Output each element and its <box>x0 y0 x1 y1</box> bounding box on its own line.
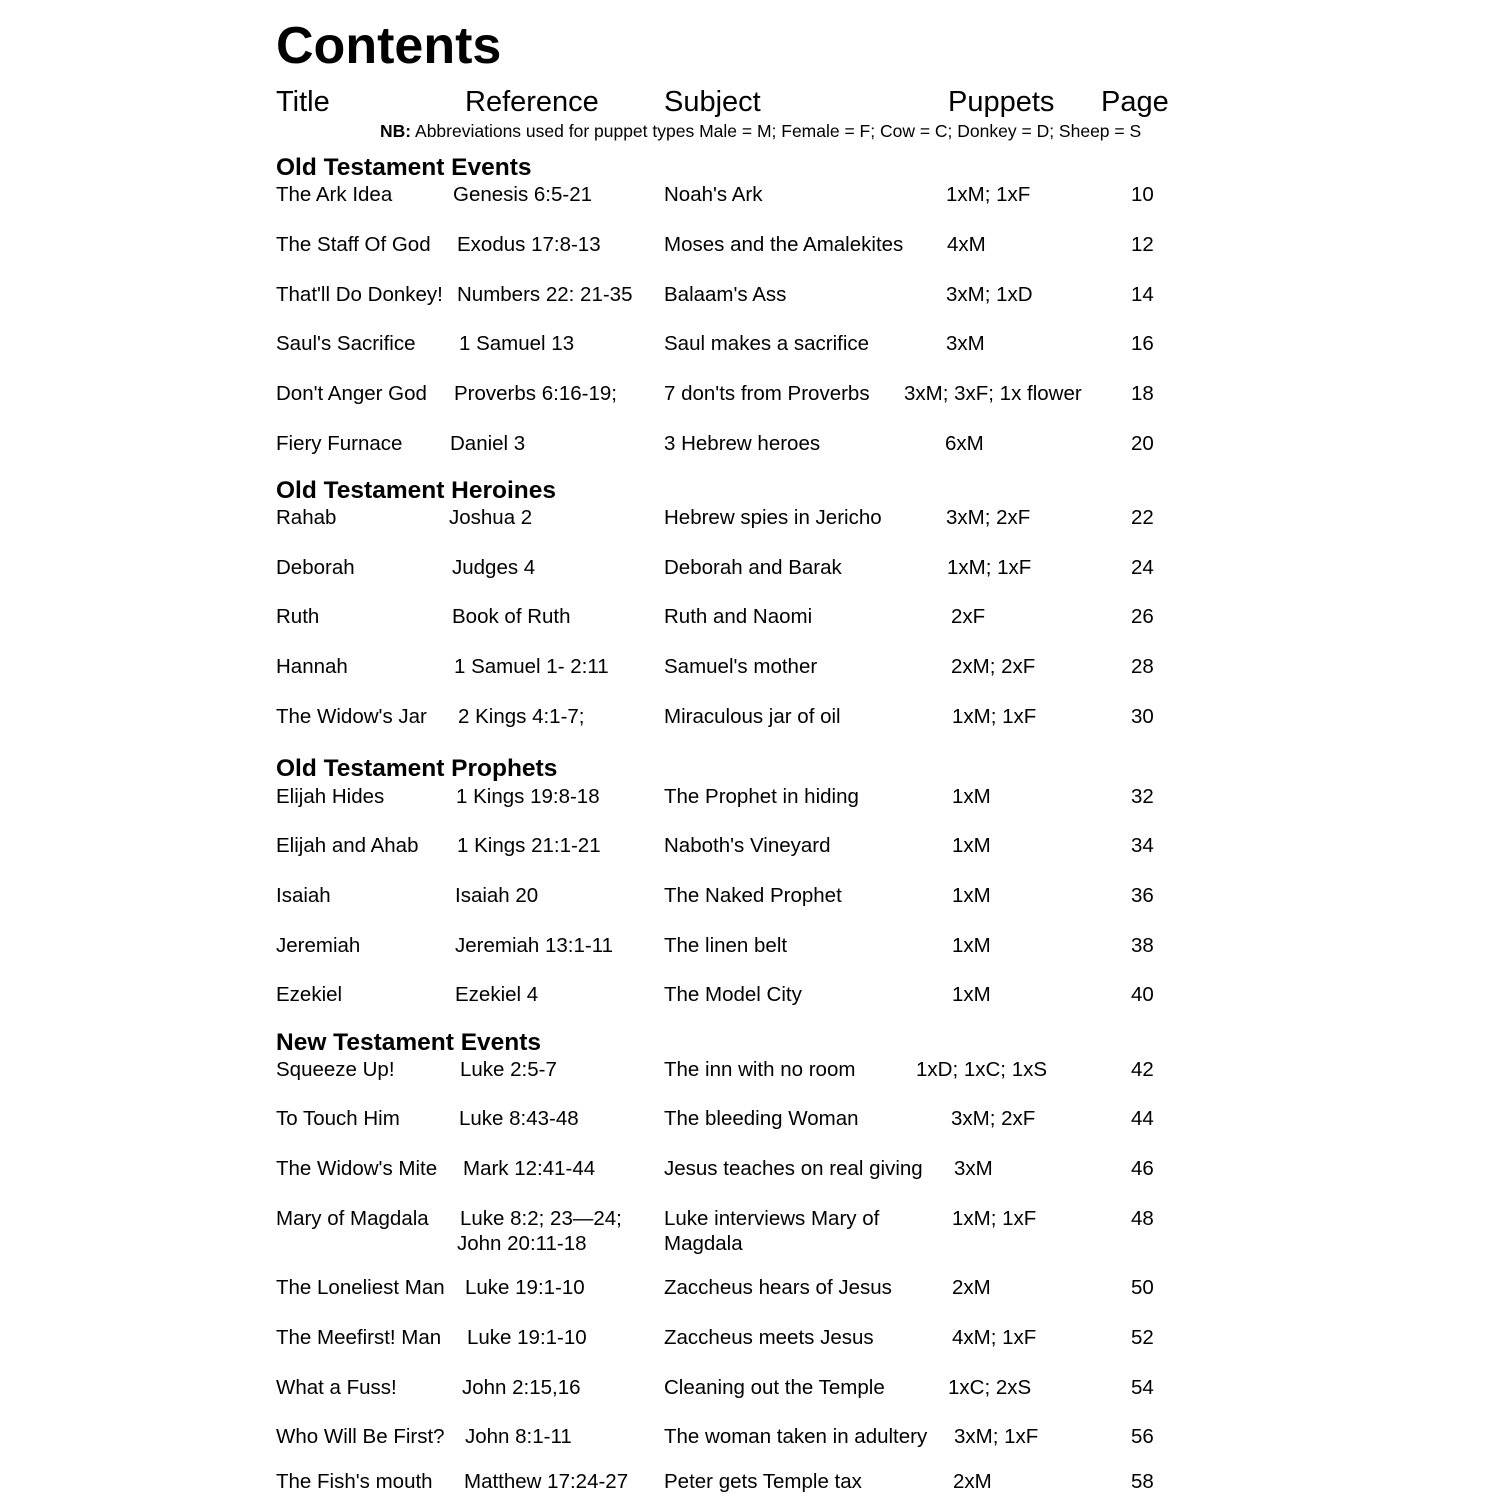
entry-subject: The bleeding Woman <box>664 1107 859 1130</box>
entry-page: 52 <box>1131 1326 1154 1349</box>
entry-puppets: 1xM; 1xF <box>952 1207 1037 1230</box>
entry-puppets: 1xM <box>952 934 991 957</box>
entry-page: 38 <box>1131 934 1154 957</box>
entry-page: 12 <box>1131 233 1154 256</box>
entry-title: Deborah <box>276 556 355 579</box>
entry-reference: 1 Kings 21:1-21 <box>457 834 601 857</box>
entry-subject: Luke interviews Mary of <box>664 1207 880 1230</box>
entry-title: The Loneliest Man <box>276 1276 445 1299</box>
abbreviation-note <box>380 120 1141 142</box>
entry-subject: The inn with no room <box>664 1058 856 1081</box>
entry-puppets: 4xM <box>947 233 986 256</box>
entry-title: Ruth <box>276 605 320 628</box>
entry-title: Elijah Hides <box>276 785 385 808</box>
entry-puppets: 1xC; 2xS <box>948 1376 1032 1399</box>
entry-puppets: 2xF <box>951 605 986 628</box>
entry-page: 14 <box>1131 283 1154 306</box>
column-header-subject: Subject <box>664 86 761 118</box>
entry-page: 18 <box>1131 382 1154 405</box>
entry-puppets: 1xM <box>952 834 991 857</box>
entry-title: Squeeze Up! <box>276 1058 395 1081</box>
entry-reference: 1 Kings 19:8-18 <box>456 785 600 808</box>
entry-title: Who Will Be First? <box>276 1425 445 1448</box>
entry-puppets: 1xM; 1xF <box>947 556 1032 579</box>
entry-puppets: 3xM; 1xF <box>954 1425 1039 1448</box>
entry-title: Don't Anger God <box>276 382 427 405</box>
entry-title: Jeremiah <box>276 934 361 957</box>
entry-subject: Peter gets Temple tax <box>664 1470 862 1493</box>
entry-reference: Luke 19:1-10 <box>467 1326 587 1349</box>
entry-page: 42 <box>1131 1058 1154 1081</box>
entry-reference: Luke 2:5-7 <box>460 1058 557 1081</box>
entry-page: 34 <box>1131 834 1154 857</box>
entry-title: That'll Do Donkey! <box>276 283 443 306</box>
entry-page: 58 <box>1131 1470 1154 1493</box>
entry-reference: Exodus 17:8-13 <box>457 233 601 256</box>
entry-puppets: 1xM <box>952 983 991 1006</box>
entry-title: Fiery Furnace <box>276 432 403 455</box>
page-title: Contents <box>276 17 502 75</box>
column-header-title: Title <box>276 86 330 118</box>
entry-reference: John 2:15,16 <box>462 1376 581 1399</box>
section-heading: Old Testament Events <box>276 154 532 181</box>
entry-reference: Matthew 17:24-27 <box>464 1470 629 1493</box>
column-header-page: Page <box>1101 86 1169 118</box>
entry-page: 24 <box>1131 556 1154 579</box>
entry-title: The Fish's mouth <box>276 1470 433 1493</box>
entry-title: The Ark Idea <box>276 183 393 206</box>
entry-page: 50 <box>1131 1276 1154 1299</box>
entry-subject: Naboth's Vineyard <box>664 834 831 857</box>
entry-puppets: 1xD; 1xC; 1xS <box>916 1058 1048 1081</box>
entry-subject: Cleaning out the Temple <box>664 1376 885 1399</box>
entry-subject: The woman taken in adultery <box>664 1425 928 1448</box>
entry-title: Isaiah <box>276 884 331 907</box>
entry-reference: Genesis 6:5-21 <box>453 183 593 206</box>
entry-subject: Noah's Ark <box>664 183 763 206</box>
entry-reference: Luke 19:1-10 <box>465 1276 585 1299</box>
entry-page: 28 <box>1131 655 1154 678</box>
entry-puppets: 2xM <box>953 1470 992 1493</box>
column-header-puppets: Puppets <box>948 86 1055 118</box>
entry-subject: The Prophet in hiding <box>664 785 859 808</box>
column-header-reference: Reference <box>465 86 599 118</box>
entry-reference: Luke 8:2; 23—24; <box>460 1207 622 1230</box>
entry-subject: Jesus teaches on real giving <box>664 1157 923 1180</box>
entry-page: 54 <box>1131 1376 1154 1399</box>
entry-page: 46 <box>1131 1157 1154 1180</box>
entry-title: The Widow's Mite <box>276 1157 438 1180</box>
entry-title: The Widow's Jar <box>276 705 427 728</box>
entry-puppets: 4xM; 1xF <box>952 1326 1037 1349</box>
entry-puppets: 2xM <box>952 1276 991 1299</box>
entry-reference: 1 Samuel 1- 2:11 <box>454 655 609 678</box>
entry-subject: Deborah and Barak <box>664 556 842 579</box>
section-heading: Old Testament Prophets <box>276 755 558 782</box>
entry-subject: Hebrew spies in Jericho <box>664 506 882 529</box>
entry-reference: Proverbs 6:16-19; <box>454 382 617 405</box>
entry-title: Elijah and Ahab <box>276 834 419 857</box>
entry-subject: Zaccheus hears of Jesus <box>664 1276 892 1299</box>
entry-puppets: 3xM; 2xF <box>946 506 1031 529</box>
entry-reference: 1 Samuel 13 <box>459 332 575 355</box>
entry-reference: Isaiah 20 <box>455 884 539 907</box>
entry-puppets: 1xM; 1xF <box>952 705 1037 728</box>
entry-reference: Book of Ruth <box>452 605 571 628</box>
entry-reference: Jeremiah 13:1-11 <box>455 934 614 957</box>
entry-title: Mary of Magdala <box>276 1207 429 1230</box>
entry-puppets: 1xM <box>952 884 991 907</box>
entry-puppets: 6xM <box>945 432 984 455</box>
entry-page: 36 <box>1131 884 1154 907</box>
entry-page: 10 <box>1131 183 1154 206</box>
entry-puppets: 3xM; 3xF; 1x flower <box>904 382 1082 405</box>
entry-reference: John 8:1-11 <box>465 1425 572 1448</box>
entry-page: 30 <box>1131 705 1154 728</box>
entry-subject: The Naked Prophet <box>664 884 842 907</box>
entry-subject: The Model City <box>664 983 802 1006</box>
entry-puppets: 3xM; 1xD <box>946 283 1033 306</box>
entry-subject: Ruth and Naomi <box>664 605 813 628</box>
entry-subject: 7 don'ts from Proverbs <box>664 382 870 405</box>
entry-title: The Meefirst! Man <box>276 1326 442 1349</box>
section-heading: Old Testament Heroines <box>276 477 557 504</box>
entry-reference: Mark 12:41-44 <box>463 1157 596 1180</box>
entry-title: Rahab <box>276 506 337 529</box>
section-heading: New Testament Events <box>276 1029 542 1056</box>
entry-reference: Numbers 22: 21-35 <box>457 283 633 306</box>
entry-reference: Luke 8:43-48 <box>459 1107 579 1130</box>
note-label: NB: <box>380 121 412 141</box>
entry-subject: Moses and the Amalekites <box>664 233 904 256</box>
entry-page: 22 <box>1131 506 1154 529</box>
entry-subject: Balaam's Ass <box>664 283 787 306</box>
entry-reference-line2: John 20:11-18 <box>457 1232 587 1255</box>
entry-subject: The linen belt <box>664 934 788 957</box>
entry-puppets: 1xM; 1xF <box>946 183 1031 206</box>
entry-title: What a Fuss! <box>276 1376 397 1399</box>
entry-title: Hannah <box>276 655 348 678</box>
entry-page: 56 <box>1131 1425 1154 1448</box>
entry-puppets: 2xM; 2xF <box>951 655 1036 678</box>
entry-subject: Samuel's mother <box>664 655 818 678</box>
entry-reference: Daniel 3 <box>450 432 526 455</box>
entry-puppets: 3xM <box>946 332 985 355</box>
entry-page: 32 <box>1131 785 1154 808</box>
entry-title: Saul's Sacrifice <box>276 332 416 355</box>
entry-page: 16 <box>1131 332 1154 355</box>
entry-subject: Zaccheus meets Jesus <box>664 1326 874 1349</box>
entry-puppets: 3xM; 2xF <box>951 1107 1036 1130</box>
entry-title: The Staff Of God <box>276 233 431 256</box>
entry-reference: Judges 4 <box>452 556 536 579</box>
entry-page: 40 <box>1131 983 1154 1006</box>
note-text: Abbreviations used for puppet types Male = M; Female = F; Cow = C; Donkey = D; Sheep = S <box>415 121 1142 141</box>
entry-reference: Joshua 2 <box>449 506 533 529</box>
entry-subject: 3 Hebrew heroes <box>664 432 821 455</box>
entry-page: 26 <box>1131 605 1154 628</box>
entry-title: To Touch Him <box>276 1107 400 1130</box>
entry-page: 20 <box>1131 432 1154 455</box>
entry-subject: Saul makes a sacrifice <box>664 332 870 355</box>
entry-subject: Miraculous jar of oil <box>664 705 841 728</box>
entry-subject-line2: Magdala <box>664 1232 743 1255</box>
entry-puppets: 3xM <box>954 1157 993 1180</box>
entry-reference: 2 Kings 4:1-7; <box>458 705 585 728</box>
entry-reference: Ezekiel 4 <box>455 983 539 1006</box>
entry-puppets: 1xM <box>952 785 991 808</box>
entry-page: 48 <box>1131 1207 1154 1230</box>
entry-title: Ezekiel <box>276 983 343 1006</box>
entry-page: 44 <box>1131 1107 1154 1130</box>
